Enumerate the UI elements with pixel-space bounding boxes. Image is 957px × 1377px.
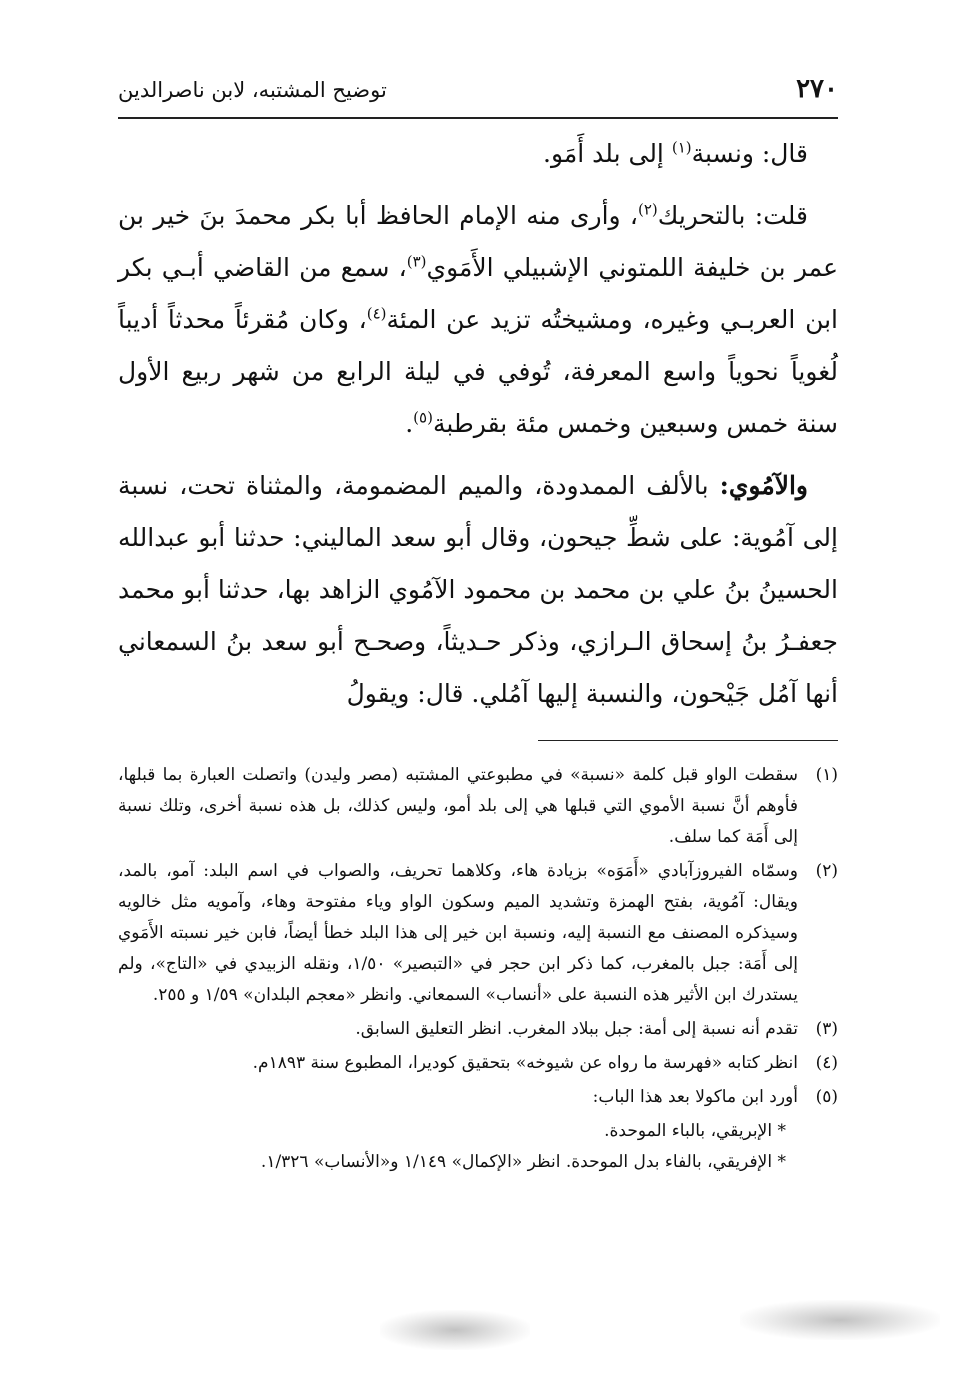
footnote-text: وسمّاه الفيروزآبادي «أَمَوَه» بزيادة هاء، وكلاهما تحريف، والصواب في اسم البلد: آمو، بالمد، ويقال: آمُوية، بفتح الهمزة وتشديد الميم وسكون الواو وياء مفتوحة وهاء، وآمويه مثل خالويه وسيذكره المصنف مع النسبة إليه، ونسبة ابن خير إلى هذا البلد خطأ أيضاً، فابن خير نسبته الأَمَوي إلى أَمَة: جبل بالمغرب، كما ذكر ابن حجر في «التبصير» ١/٥٠، ونقله الزبيدي في «التاج»، ولم يستدرك ابن الأثير هذه النسبة على «أنساب» السمعاني. وانظر «معجم البلدان» ١/٥٩ و ٢٥٥. [118, 861, 799, 1005]
footnote-2 [118, 856, 838, 1011]
scan-stain [740, 1300, 940, 1340]
footnote-text: سقطت الواو قبل كلمة «نسبة» في مطبوعتي المشتبه (مصر وليدن) واتصلت العبارة بما قبلها، فأوهم أنَّ نسبة الأموي التي قبلها هي إلى بلد أمو، وليس كذلك، بل هذه نسبة أخرى، وتلك نسبة إلى أَمَة كما سلف. [118, 765, 798, 847]
running-title: توضيح المشتبه، لابن ناصرالدين [118, 78, 387, 102]
paragraph-1 [118, 128, 838, 180]
footnote-5 [118, 1082, 838, 1113]
footnote-5-subitem-1: * الإبريقي، بالباء الموحدة. [604, 1121, 786, 1141]
footnote-number: (١) [815, 765, 838, 785]
p2-text-e: . [405, 409, 414, 438]
footnote-number: (٣) [815, 1019, 838, 1039]
entry-heading: والآمُوي: [719, 471, 808, 500]
p2-text-d: ، وكان مُقرئاً محدثاً أديباً لُغوياً نحوياً واسع المعرفة، تُوفي في ليلة الرابع من شهر ربيع الأول سنة خمس وسبعين وخمس مئة بقرطبة [118, 305, 838, 438]
footnote-number: (٢) [815, 861, 838, 881]
footnote-3 [118, 1014, 838, 1045]
p1-text-a: قال: ونسبة [691, 139, 808, 168]
footnote-1 [118, 760, 838, 853]
p3-text-a: بالألف الممدودة، والميم المضمومة، والمثناة تحت، نسبة إلى آمُوية: على شطِّ جيحون، وقال أبو سعد الماليني: حدثنا أبو عبدالله الحسينُ بنُ علي بن محمد بن محمود الآمُوي الزاهد بها، حدثنا أبو محمد جعفـرُ بنُ إسحاق الـرازي، وذكر حـديثاً، وصحـح أبو سعد بنُ السمعاني أنها آمُل جَيْحون، والنسبة إليها آمُلي. قال: ويقولُ [118, 471, 838, 708]
footnote-text: انظر كتابه «فهرسة ما رواه عن شيوخه» بتحقيق كوديرا، المطبوع سنة ١٨٩٣م. [252, 1053, 798, 1073]
page-number: ٢٧٠ [796, 74, 838, 104]
note-ref-2: (٢) [637, 200, 658, 219]
footnote-4 [118, 1048, 838, 1079]
footnotes [118, 760, 838, 1178]
scan-stain [380, 1310, 530, 1350]
p1-text-b: إلى بلد أَمَو. [543, 139, 672, 168]
page-header [118, 70, 838, 114]
note-ref-5: (٥) [413, 408, 433, 427]
footnote-number: (٥) [815, 1087, 838, 1107]
footnote-5-subitem-2: * الإفريقي، بالفاء بدل الموحدة. انظر «الإكمال» ١/١٤٩ و«الأنساب» ١/٣٢٦. [260, 1152, 786, 1172]
footnote-number: (٤) [815, 1053, 838, 1073]
paragraph-3 [118, 460, 838, 720]
footnote-text: أورد ابن ماكولا بعد هذا الباب: [592, 1087, 798, 1107]
footnote-text: تقدم أنه نسبة إلى أمة: جبل ببلاد المغرب. انظر التعليق السابق. [355, 1019, 798, 1039]
footnote-rule [538, 740, 838, 741]
main-text [118, 128, 838, 730]
p2-text-b: ، وأرى منه الإمام الحافظ أبا بكر محمدَ بنَ خير بن عمر بن خليفة اللمتوني الإشبيلي الأَمَوي [118, 201, 838, 282]
paragraph-2 [118, 190, 838, 450]
p2-text-a: قلت: بالتحريك [657, 201, 808, 230]
note-ref-1: (١) [671, 138, 692, 157]
p2-text-c: ، سمع من القاضي أبـي بكر ابن العربـي وغيره، ومشيختُه تزيد عن المئة [118, 253, 839, 334]
header-rule [118, 117, 838, 119]
note-ref-4: (٤) [366, 304, 387, 323]
note-ref-3: (٣) [406, 252, 427, 271]
